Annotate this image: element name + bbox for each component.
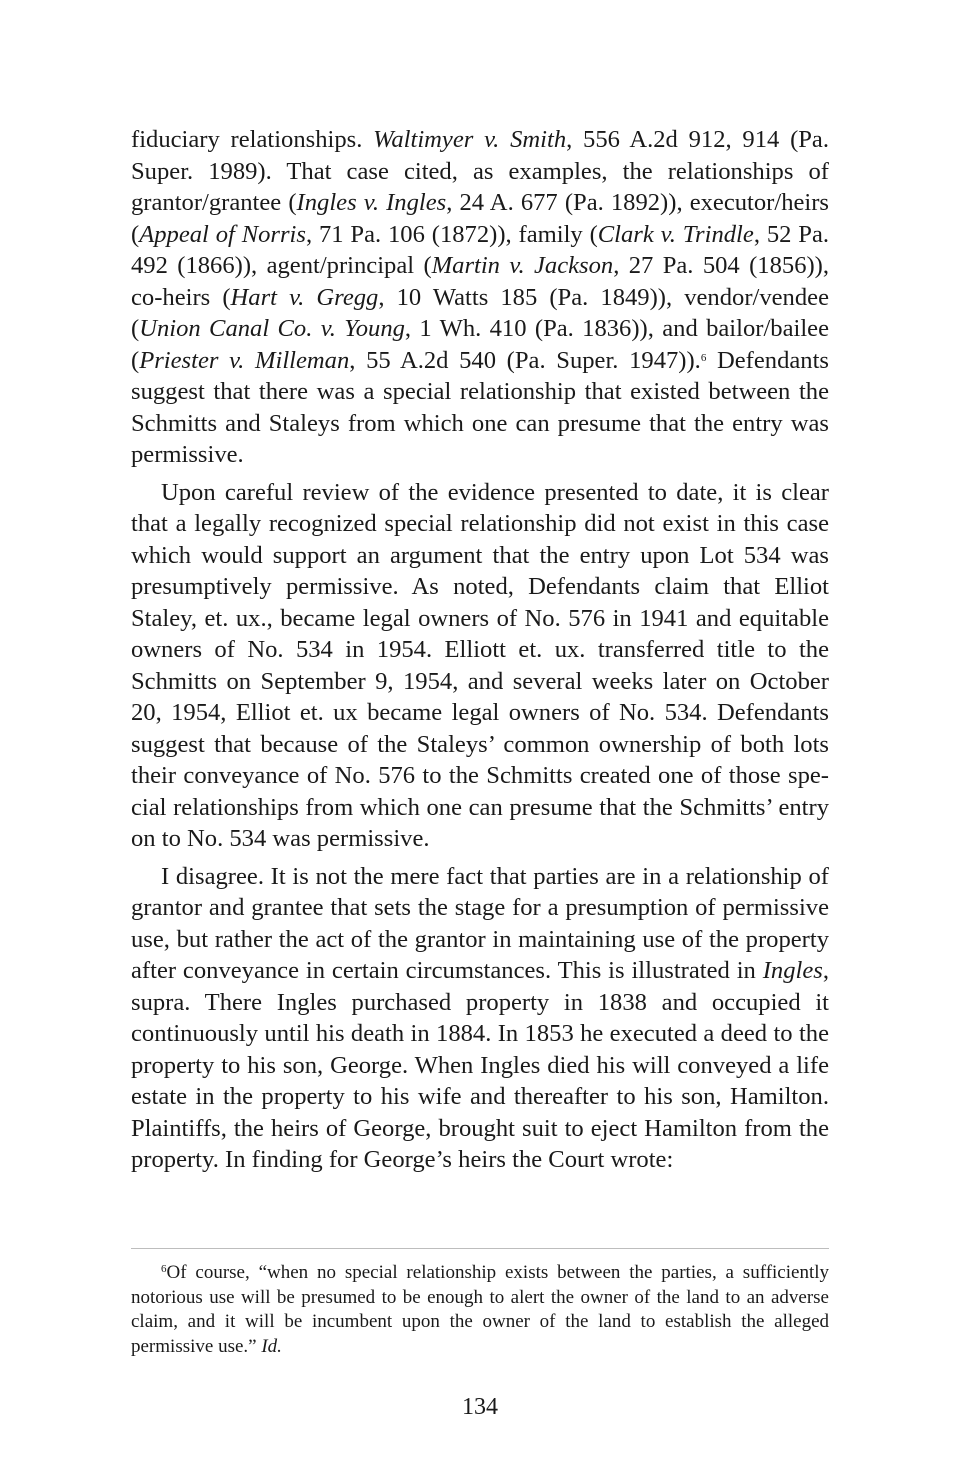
text-run: , 52 Pa. 492 (1866)), agent/principal (	[131, 220, 830, 279]
case-citation: Waltimyer v. Smith	[373, 126, 567, 153]
footnote-marker: 6	[161, 1263, 167, 1275]
case-citation: Priester v. Milleman	[139, 346, 350, 374]
footnote-text: Of course, “when no special relationship exists between the parties, a sufficiently notorious use will be presumed to be enough to alert the owner of the land to an adverse claim, and it will be incumbent upon the owner of the land to establish the alleged permissive use.”	[131, 1262, 829, 1357]
text-run: Defendants suggest that there was a special relationship that existed between the Schmitts and Staleys from which one can presume that the entry was permissive.	[131, 346, 829, 468]
case-citation: Hart v. Gregg	[230, 283, 379, 311]
footnote-reference: 6	[700, 351, 707, 364]
page-number: 134	[462, 1394, 498, 1420]
paragraph-1	[131, 124, 829, 471]
text-run: , 24 A. 677 (Pa. 1892)), executor/heirs (	[131, 189, 829, 248]
text-run: , supra. There Ingles purchased property in 1838 and occupied it continuously until his death in 1884. In 1853 he executed a deed to the property to his son, George. When Ingles died his will conveyed a life estate in the property to his wife and thereafter to his son, Hamilton. Plaintiffs, the heirs of George, brought suit to eject Hamilton from the property. In finding for George’s heirs the Court wrote:	[131, 957, 829, 1173]
text-run: , 10 Watts 185 (Pa. 1849)), vendor/vendee (	[131, 283, 829, 342]
case-citation: Martin v. Jackson	[431, 252, 614, 279]
text-run: , 71 Pa. 106 (1872)), family (	[305, 220, 598, 248]
text-run: fiduciary relationships.	[131, 126, 374, 153]
paragraph-3	[131, 861, 829, 1176]
case-citation: Appeal of Norris	[139, 220, 306, 248]
text-run: , 55 A.2d 540 (Pa. Super. 1947)).	[349, 346, 701, 374]
case-citation: Clark v. Trindle	[597, 220, 754, 248]
footnote	[131, 1261, 829, 1359]
footnote-divider	[131, 1248, 829, 1249]
footnote-citation: Id.	[261, 1335, 282, 1357]
paragraph-2: Upon careful review of the evidence presented to date, it is clear that a legally recognized special relationship did not exist in this case which would support an argument that the entry upon Lot 534 was presumptively permissive. As noted, Defendants claim that Elliot Staley, et. ux., became legal owners of No. 576 in 1941 and equitable owners of No. 534 in 1954. Elliott et. ux. transferred title to the Schmitts on September 9, 1954, and several weeks later on October 20, 1954, Elliot et. ux became legal owners of No. 534. Defendants suggest that because of the Staleys’ common ownership of both lots their conveyance of No. 576 to the Schmitts created one of those special relationships from which one can presume that the Schmitts’ entry on to No. 534 was permissive.	[131, 478, 829, 852]
text-run: I disagree. It is not the mere fact that parties are in a relationship of grantor and grantee that sets the stage for a presumption of permissive use, but rather the act of the grantor in maintaining use of the property after conveyance in certain circumstances. This is illustrated in	[131, 862, 829, 984]
text-run: , 556 A.2d 912, 914 (Pa. Super. 1989). That case cited, as examples, the relationships of grantor/grantee (	[131, 126, 829, 216]
case-citation: Union Canal Co. v. Young	[139, 315, 405, 342]
text-run: , 1 Wh. 410 (Pa. 1836)), and bailor/bailee (	[131, 315, 829, 374]
case-citation: Ingles v. Ingles	[296, 189, 447, 216]
body-text	[131, 124, 829, 1176]
case-citation: Ingles	[762, 957, 823, 984]
text-run: , 27 Pa. 504 (1856)), co-heirs (	[131, 252, 830, 311]
